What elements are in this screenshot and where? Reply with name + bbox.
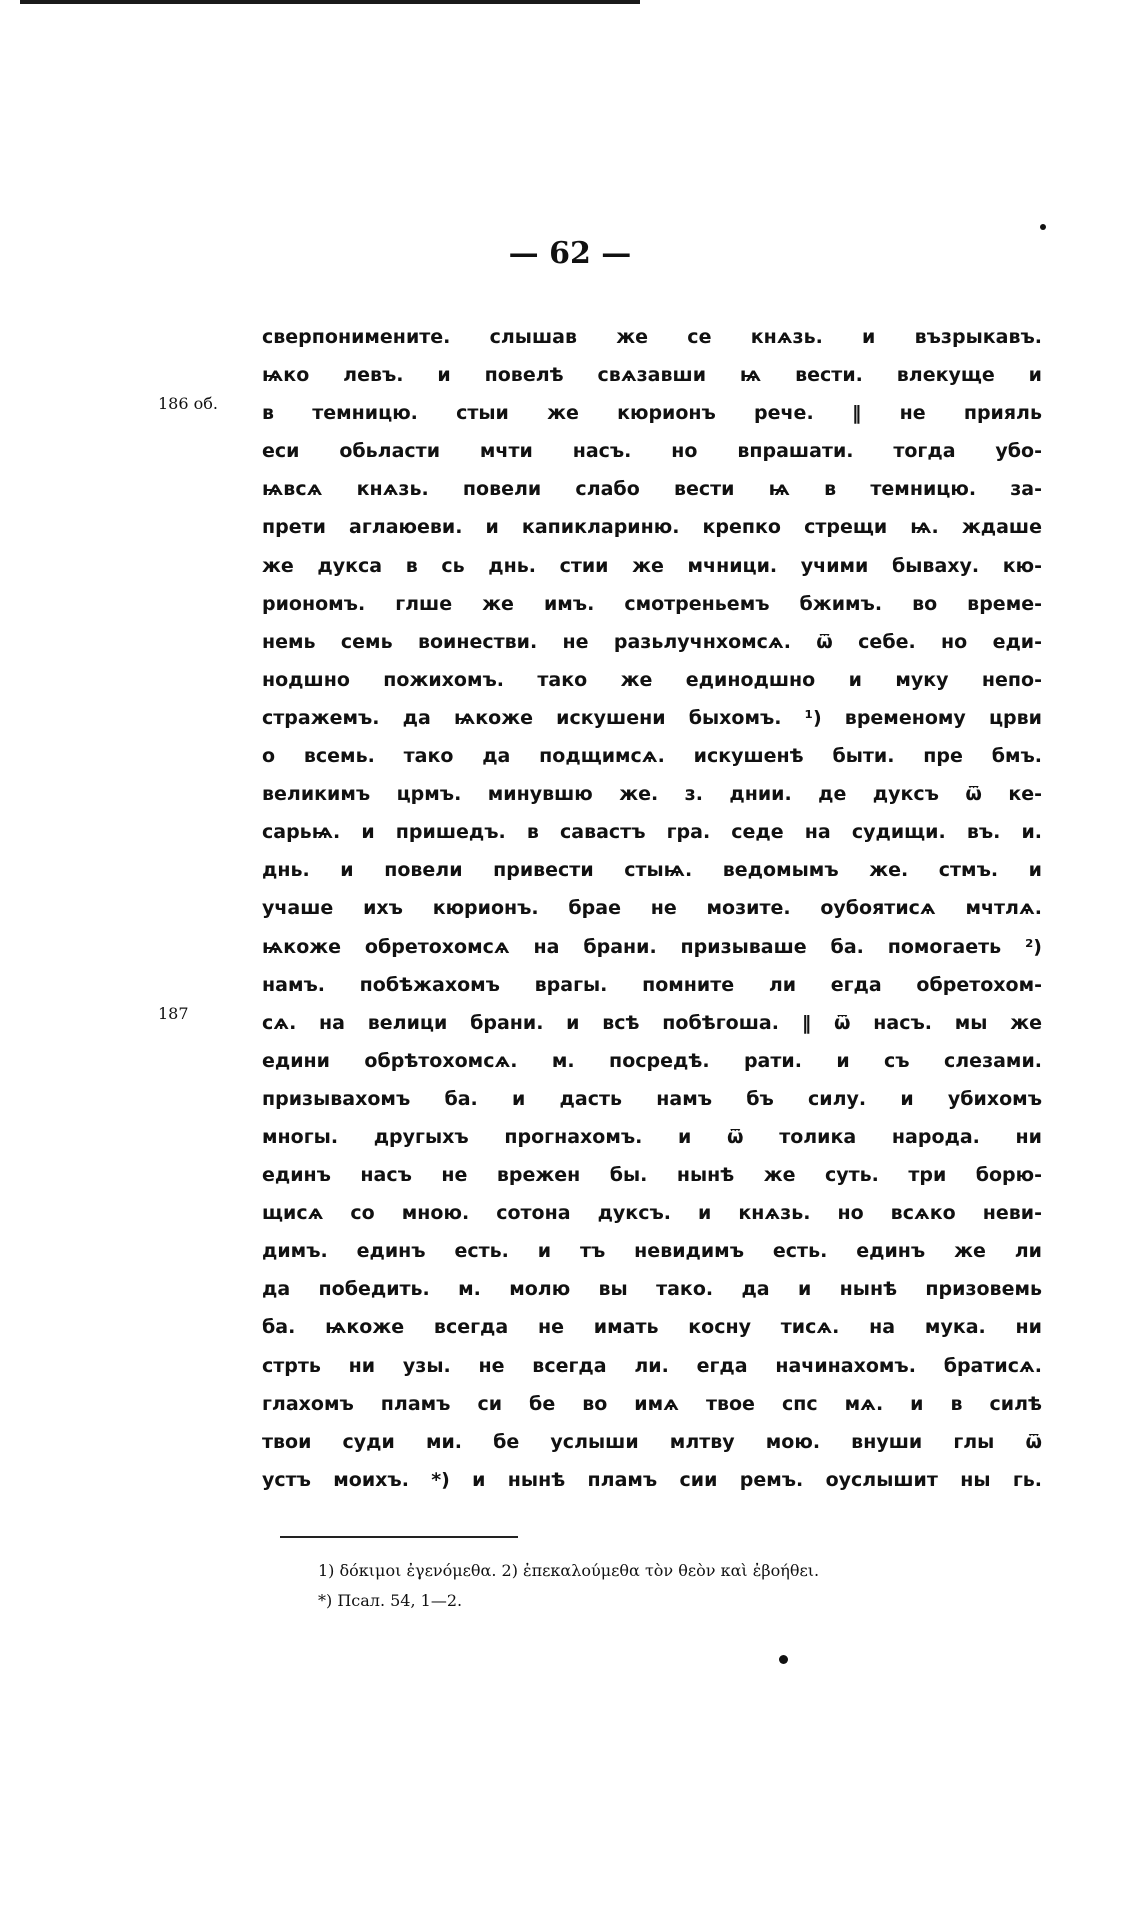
- text-line: глахомъ пламъ си бе во имѧ твое спс мѧ. и в силѣ: [262, 1392, 1042, 1415]
- text-line: щисѧ со мною. сотона дуксъ. и кнѧзь. но всѧко неви-: [262, 1202, 1042, 1225]
- print-speck: [1040, 224, 1046, 230]
- page-number: — 62 —: [508, 236, 632, 271]
- text-line: ѩкоже обретохомсѧ на брани. призываше ба. помогаеть ²): [262, 935, 1042, 958]
- top-scan-edge: [20, 0, 640, 4]
- text-line: стражемъ. да ѩкоже искушени быхомъ. ¹) временому црви: [262, 706, 1042, 729]
- text-line: сверпонимените. слышав же се кнѧзь. и възрыкавъ.: [262, 326, 1042, 348]
- text-line: же дукса в сь днь. стии же мчници. учими бываху. кю-: [262, 554, 1042, 577]
- text-line: учаше ихъ кюрионъ. брае не мозите. оубоятисѧ мчтлѧ.: [262, 897, 1042, 920]
- footnote-greek-variants: 1) δόκιμοι ἐγενόμεθα. 2) ἐπεκαλούμεθα τὸν θεὸν καὶ ἐβοήθει.: [318, 1561, 820, 1580]
- text-line: устъ моихъ. *) и нынѣ пламъ сии ремъ. оуслышит ны гь.: [262, 1468, 1042, 1491]
- margin-note-folio-186: 186 об.: [158, 394, 218, 413]
- margin-note-folio-187: 187: [158, 1004, 189, 1023]
- main-text-block: [262, 318, 1042, 1499]
- text-line: димъ. единъ есть. и тъ невидимъ есть. единъ же ли: [262, 1240, 1042, 1263]
- text-line: нодшно пожихомъ. тако же единодшно и муку непо-: [262, 668, 1042, 691]
- text-line: риономъ. глше же имъ. смотреньемъ бжимъ. во време-: [262, 592, 1042, 615]
- text-line: днь. и повели привести стыѩ. ведомымъ же. стмъ. и: [262, 859, 1042, 882]
- text-line: прети аглаюеви. и капиклариню. крепко стрещи ѩ. ждаше: [262, 516, 1042, 539]
- text-line: немь семь воинестви. не разьлучнхомсѧ. ѿ себе. но еди-: [262, 630, 1042, 653]
- text-line: в темницю. стыи же кюрионъ рече. ‖ не прияль: [262, 402, 1042, 425]
- text-line: великимъ црмъ. минувшю же. з. днии. де дуксъ ѿ ке-: [262, 783, 1042, 806]
- text-line: о всемь. тако да подщимсѧ. искушенѣ быти. пре бмъ.: [262, 745, 1042, 768]
- text-line: многы. другыхъ прогнахомъ. и ѿ толика народа. ни: [262, 1125, 1042, 1148]
- text-line: сарьѩ. и пришедъ. в савастъ гра. седе на судищи. въ. и.: [262, 821, 1042, 844]
- text-line: ба. ѩкоже всегда не имать косну тисѧ. на мука. ни: [262, 1316, 1042, 1339]
- text-line: намъ. побѣжахомъ врагы. помните ли егда обретохом-: [262, 973, 1042, 996]
- text-line: твои суди ми. бе услыши млтву мою. внуши глы ѿ: [262, 1430, 1042, 1453]
- text-line: стрть ни узы. не всегда ли. егда начинахомъ. братисѧ.: [262, 1354, 1042, 1377]
- text-line: сѧ. на велици брани. и всѣ побѣгоша. ‖ ѿ насъ. мы же: [262, 1011, 1042, 1034]
- footnote-divider: [280, 1536, 518, 1538]
- print-speck: [779, 1655, 788, 1664]
- text-line: ѩвсѧ кнѧзь. повели слабо вести ѩ в темницю. за-: [262, 478, 1042, 501]
- text-line: едини обрѣтохомсѧ. м. посредѣ. рати. и съ слезами.: [262, 1049, 1042, 1072]
- text-line: призывахомъ ба. и дасть намъ бъ силу. и убихомъ: [262, 1087, 1042, 1110]
- text-line: еси обьласти мчти насъ. но впрашати. тогда убо-: [262, 440, 1042, 463]
- text-line: единъ насъ не врежен бы. нынѣ же суть. три борю-: [262, 1164, 1042, 1187]
- text-line: да победить. м. молю вы тако. да и нынѣ призовемь: [262, 1278, 1042, 1301]
- footnote-psalm-reference: *) Псал. 54, 1—2.: [318, 1591, 463, 1610]
- footnotes-block: [318, 1556, 1038, 1616]
- text-line: ѩко левъ. и повелѣ свѧзавши ѩ вести. влекуще и: [262, 364, 1042, 387]
